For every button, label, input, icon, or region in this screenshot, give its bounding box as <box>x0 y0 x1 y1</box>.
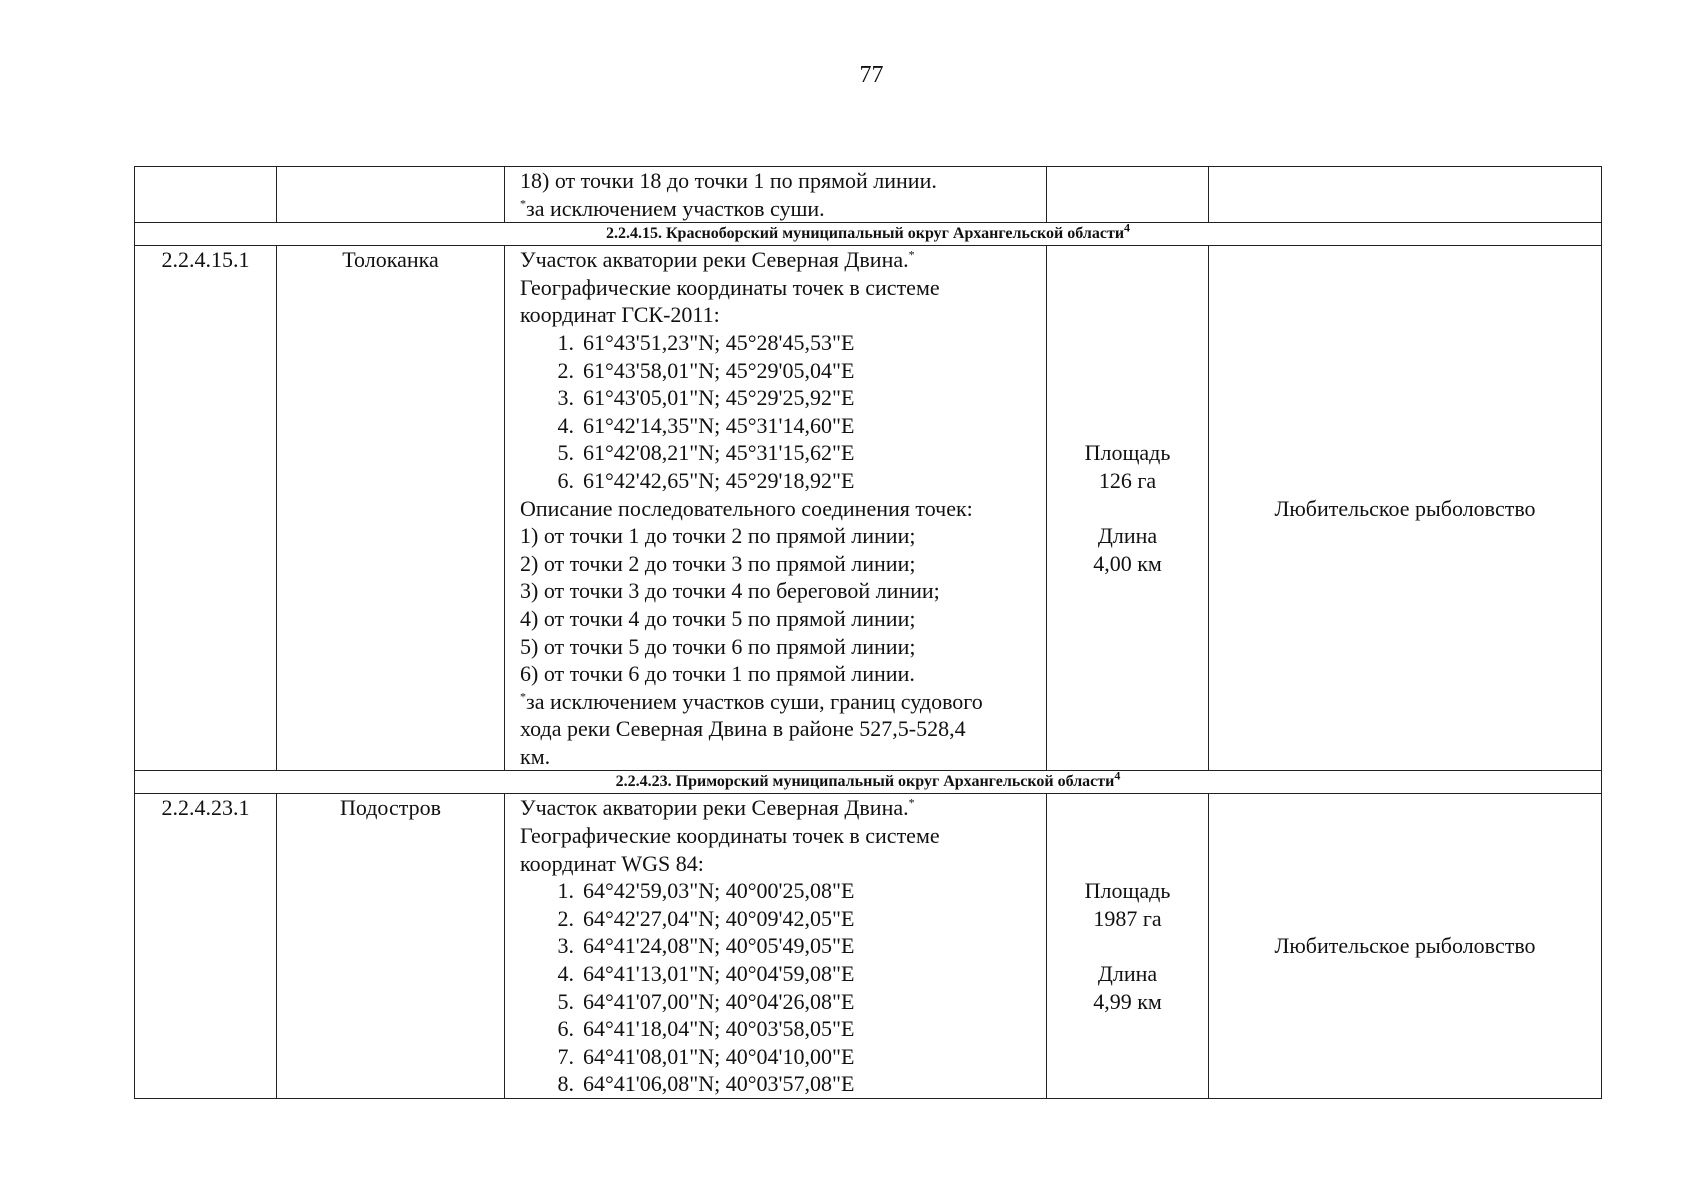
connection-line: 18) от точки 18 до точки 1 по прямой линии. <box>520 168 937 193</box>
coordinate-value: 64°41'07,00"N; 40°04'26,08"E <box>583 988 855 1014</box>
coordinate-value: 61°43'58,01"N; 45°29'05,04"E <box>583 357 855 383</box>
coordinate-number: 5. <box>557 988 574 1014</box>
coordinate-number: 8. <box>557 1071 574 1097</box>
section-heading-row <box>135 223 1602 246</box>
coordinate-number: 3. <box>557 933 574 959</box>
connection-line: 5) от точки 5 до точки 6 по прямой линии; <box>520 633 916 659</box>
coordinate-number: 7. <box>557 1043 574 1069</box>
coordinate-number: 2. <box>557 905 574 931</box>
coordinate-value: 64°42'27,04"N; 40°09'42,05"E <box>583 905 855 931</box>
coordinate-number: 4. <box>557 961 574 987</box>
intro-line: Географические координаты точек в системе <box>520 274 940 300</box>
coordinate-number: 4. <box>557 412 574 438</box>
coordinate-item <box>520 384 1042 412</box>
coordinate-value: 61°43'05,01"N; 45°29'25,92"E <box>583 385 855 411</box>
connection-line: 2) от точки 2 до точки 3 по прямой линии; <box>520 550 916 576</box>
coordinate-number: 5. <box>557 440 574 466</box>
connection-line: 1) от точки 1 до точки 2 по прямой линии; <box>520 523 916 549</box>
regulation-table <box>134 166 1602 1099</box>
footnote-line: км. <box>520 743 551 769</box>
coordinate-value: 64°41'06,08"N; 40°03'57,08"E <box>583 1071 855 1097</box>
connection-title: Описание последовательного соединения точек: <box>520 495 973 521</box>
site-number: 2.2.4.15.1 <box>135 246 277 771</box>
coordinate-number: 1. <box>557 878 574 904</box>
footnote-ref: 4 <box>1124 220 1131 235</box>
continuation-row <box>135 167 1602 223</box>
coordinate-number: 2. <box>557 357 574 383</box>
section-heading-text: 2.2.4.15. Красноборский муниципальный округ Архангельской области <box>605 225 1125 243</box>
coordinate-item <box>520 988 1042 1016</box>
coordinate-item <box>520 932 1042 960</box>
area-label: Площадь <box>1084 440 1171 466</box>
coordinate-item <box>520 329 1042 357</box>
coordinate-item <box>520 1070 1042 1098</box>
use-cell <box>1209 167 1602 223</box>
coordinate-number: 6. <box>557 1016 574 1042</box>
length-label: Длина <box>1097 961 1158 987</box>
footnote-text: за исключением участков суши, границ судового <box>526 688 983 714</box>
coordinate-item <box>520 960 1042 988</box>
footnote-line <box>520 195 1042 223</box>
coordinate-value: 64°41'13,01"N; 40°04'59,08"E <box>583 961 855 987</box>
site-name: Толоканка <box>277 246 505 771</box>
connection-line: 4) от точки 4 до точки 5 по прямой линии; <box>520 605 916 631</box>
coordinate-number: 1. <box>557 329 574 355</box>
section-heading <box>135 220 1602 246</box>
asterisk-mark: * <box>520 689 526 704</box>
coordinate-item <box>520 467 1042 495</box>
name-cell <box>277 167 505 223</box>
site-row <box>135 246 1602 771</box>
footnote-text: за исключением участков суши. <box>526 195 825 221</box>
intro-text: Участок акватории реки Северная Двина. <box>520 247 909 273</box>
coordinate-item <box>520 357 1042 385</box>
coordinate-value: 64°41'24,08"N; 40°05'49,05"E <box>583 933 855 959</box>
site-size <box>1047 246 1209 771</box>
coordinate-item <box>520 1015 1042 1043</box>
coordinate-number: 3. <box>557 385 574 411</box>
intro-line <box>520 246 1042 274</box>
footnote-ref: 4 <box>1114 769 1121 784</box>
coordinate-value: 61°42'42,65"N; 45°29'18,92"E <box>583 467 855 493</box>
coordinate-item <box>520 439 1042 467</box>
site-name: Подостров <box>277 794 505 1099</box>
coordinate-item <box>520 905 1042 933</box>
intro-line <box>520 794 1042 822</box>
area-value: 126 га <box>1098 467 1157 493</box>
coordinate-item <box>520 877 1042 905</box>
intro-text: Участок акватории реки Северная Двина. <box>520 795 909 821</box>
length-value: 4,99 км <box>1093 988 1162 1014</box>
footnote-line <box>520 688 1042 716</box>
connection-line: 3) от точки 3 до точки 4 по береговой линии; <box>520 578 940 604</box>
footnote-line: хода реки Северная Двина в районе 527,5-528,4 <box>520 716 966 742</box>
site-description <box>505 246 1047 771</box>
section-heading-row <box>135 771 1602 794</box>
connection-line: 6) от точки 6 до точки 1 по прямой линии. <box>520 661 915 687</box>
site-size <box>1047 794 1209 1099</box>
number-cell <box>135 167 277 223</box>
asterisk-mark: * <box>908 796 915 811</box>
intro-line: координат ГСК-2011: <box>520 302 720 328</box>
area-value: 1987 га <box>1093 905 1162 931</box>
intro-line: Географические координаты точек в системе <box>520 823 940 849</box>
site-description <box>505 794 1047 1099</box>
site-row <box>135 794 1602 1099</box>
asterisk-mark: * <box>520 196 526 211</box>
length-value: 4,00 км <box>1093 550 1162 576</box>
spacer <box>1047 495 1208 523</box>
section-heading <box>135 771 1602 794</box>
section-heading-text: 2.2.4.23. Приморский муниципальный округ Архангельской области <box>615 773 1115 791</box>
length-label: Длина <box>1097 523 1158 549</box>
coordinate-value: 61°42'08,21"N; 45°31'15,62"E <box>583 440 855 466</box>
size-cell <box>1047 167 1209 223</box>
area-label: Площадь <box>1084 878 1171 904</box>
spacer <box>1047 932 1208 960</box>
page-number: 77 <box>859 62 884 88</box>
description-cell <box>505 167 1047 223</box>
coordinate-value: 61°42'14,35"N; 45°31'14,60"E <box>583 412 855 438</box>
coordinate-value: 64°41'08,01"N; 40°04'10,00"E <box>583 1043 855 1069</box>
site-number: 2.2.4.23.1 <box>135 794 277 1099</box>
site-use: Любительское рыболовство <box>1209 794 1602 1099</box>
coordinate-item <box>520 412 1042 440</box>
coordinate-value: 64°42'59,03"N; 40°00'25,08"E <box>583 878 855 904</box>
coordinate-value: 61°43'51,23"N; 45°28'45,53"E <box>583 329 855 355</box>
asterisk-mark: * <box>908 247 915 262</box>
site-use: Любительское рыболовство <box>1209 246 1602 771</box>
intro-line: координат WGS 84: <box>520 850 704 876</box>
coordinate-number: 6. <box>557 467 574 493</box>
coordinate-value: 64°41'18,04"N; 40°03'58,05"E <box>583 1016 855 1042</box>
coordinate-item <box>520 1043 1042 1071</box>
